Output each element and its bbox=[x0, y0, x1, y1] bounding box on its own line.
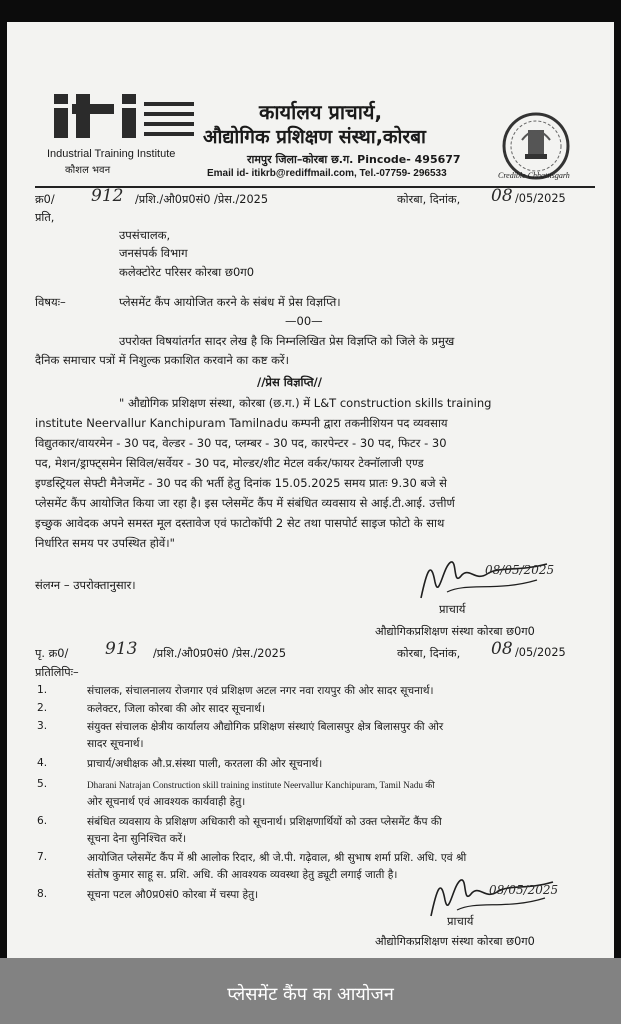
copy-item-number: 7. bbox=[37, 851, 48, 863]
institute-address: रामपुर जिला–कोरबा छ.ग. Pincode- 495677 bbox=[247, 153, 461, 166]
copy-item-number: 3. bbox=[37, 720, 48, 732]
subject-label: विषयः– bbox=[35, 295, 66, 309]
press-line: निर्धारित समय पर उपस्थित होवें।" bbox=[35, 536, 175, 550]
state-tagline: Credible Chhattisgarh bbox=[498, 171, 570, 180]
copy-item-text: संबंधित व्यवसाय के प्रशिक्षण अधिकारी को सूचनार्थ। प्रशिक्षणार्थियों को उक्त प्लेसमेंट कैंप की bbox=[87, 816, 442, 828]
copy-item-text: सूचना देना सुनिश्चित करें। bbox=[87, 833, 187, 845]
caption-text: प्लेसमेंट कैंप का आयोजन bbox=[227, 984, 394, 1005]
signatory-office: औद्योगिकप्रशिक्षण संस्था कोरबा छ0ग0 bbox=[375, 625, 535, 638]
institute-hindi-tagline: कौशल भवन bbox=[65, 165, 111, 176]
press-line: प्लेसमेंट कैंप आयोजित किया जा रहा है। इस प्लेसमेंट कैंप में संबंधित व्यवसाय से आई.टी.आई. उत्तीर्ण bbox=[35, 496, 455, 510]
copy-item-text: आयोजित प्लेसमेंट कैंप में श्री आलोक रिदार, श्री जे.पी. गढ़ेवाल, श्री सुभाष शर्मा प्रशि. अधि. एवं श्री bbox=[87, 852, 467, 864]
copy-item-text: ओर सूचनार्थ एवं आवश्यक कार्यवाही हेतु। bbox=[87, 796, 246, 808]
copy-item-number: 6. bbox=[37, 815, 48, 827]
office-title: कार्यालय प्राचार्य, bbox=[259, 100, 383, 124]
reference-suffix: /प्रशि./औ0प्र0सं0 /प्रेस./2025 bbox=[135, 193, 269, 206]
reference-number: 912 bbox=[91, 186, 124, 206]
institute-name: औद्योगिक प्रशिक्षण संस्था,कोरबा bbox=[203, 126, 426, 148]
iti-logo bbox=[52, 92, 202, 140]
copy-item-number: 2. bbox=[37, 702, 48, 714]
letter-page bbox=[7, 22, 614, 958]
signature-date: 08/05/2025 bbox=[485, 563, 555, 577]
recipient-line: कलेक्टोरेट परिसर कोरबा छ0ग0 bbox=[119, 265, 255, 279]
press-line: विद्युतकार/वायरमेन - 30 पद, वेल्डर - 30 पद, प्लम्बर - 30 पद, कारपेन्टर - 30 पद, फिटर - 30 bbox=[35, 436, 447, 450]
reference-prefix: क्र0/ bbox=[35, 193, 55, 206]
press-line: इण्डस्ट्रियल सेफ्टी मैनेजमेंट - 30 पद की भर्ती हेतु दिनांक 15.05.2025 समय प्रातः 9.30 बजे से bbox=[35, 476, 447, 490]
copy-item-text: कलेक्टर, जिला कोरबा की ओर सादर सूचनार्थ। bbox=[87, 703, 266, 715]
copy-item-text: सूचना पटल औ0प्र0सं0 कोरबा में चस्पा हेतु। bbox=[87, 889, 259, 901]
copy-reference-suffix: /प्रशि./औ0प्र0सं0 /प्रेस./2025 bbox=[153, 647, 287, 660]
copy-item-number: 8. bbox=[37, 888, 48, 900]
press-line: इच्छुक आवेदक अपने समस्त मूल दस्तावेज एवं फाटोकॉपी 2 सेट तथा पासपोर्ट साइज फोटो के साथ bbox=[35, 516, 445, 530]
copy-label: प्रतिलिपिः– bbox=[35, 666, 79, 679]
signatory-title: प्राचार्य bbox=[439, 602, 466, 616]
copy-signatory-office: औद्योगिकप्रशिक्षण संस्था कोरबा छ0ग0 bbox=[375, 935, 535, 948]
intro-line: उपरोक्त विषयांतर्गत सादर लेख है कि निम्नलिखित प्रेस विज्ञप्ति को जिले के प्रमुख bbox=[119, 334, 455, 348]
date-rest: /05/2025 bbox=[515, 192, 566, 205]
copy-date-label: कोरबा, दिनांक, bbox=[397, 647, 461, 660]
copy-item-text: संचालक, संचालनालय रोजगार एवं प्रशिक्षण अटल नगर नवा रायपुर की ओर सादर सूचनार्थ। bbox=[87, 685, 434, 697]
copy-date-rest: /05/2025 bbox=[515, 646, 566, 659]
copy-item-text: संयुक्त संचालक क्षेत्रीय कार्यालय औद्योगिक प्रशिक्षण संस्थाएं बिलासपुर क्षेत्र बिलासपुर की ओर bbox=[87, 721, 444, 733]
caption-banner bbox=[0, 958, 621, 1024]
enclosure-note: संलग्न – उपरोक्तानुसार। bbox=[35, 578, 136, 592]
press-line: " औद्योगिक प्रशिक्षण संस्था, कोरबा (छ.ग.) में L&T construction skills training bbox=[119, 396, 492, 410]
copy-item-number: 1. bbox=[37, 684, 48, 696]
copy-signatory-title: प्राचार्य bbox=[447, 914, 474, 928]
copy-item-number: 4. bbox=[37, 757, 48, 769]
copy-item-number: 5. bbox=[37, 778, 48, 790]
to-label: प्रति, bbox=[35, 211, 55, 224]
recipient-line: उपसंचालक, bbox=[119, 228, 171, 242]
copy-item-text: Dharani Natrajan Construction skill training institute Neervallur Kanchipuram, Tamil Nadu की bbox=[87, 780, 435, 790]
date-label: कोरबा, दिनांक, bbox=[397, 193, 461, 206]
press-line: पद, मेशन/ड्राफ्ट्समेन सिविल/सर्वेयर - 30 पद, मोल्डर/शीट मेटल वर्कर/फायर टेक्नॉलाजी एण्ड bbox=[35, 456, 424, 470]
copy-item-text: संतोष कुमार साहू स. प्रशि. अधि. की आवश्यक व्यवस्था हेतु ड्यूटी लगाई जाती है। bbox=[87, 869, 398, 881]
copy-item-text: प्राचार्य/अधीक्षक औ.प्र.संस्था पाली, करतला की ओर सूचनार्थ। bbox=[87, 758, 323, 770]
copy-date-day: 08 bbox=[491, 639, 513, 659]
copy-signature-date: 08/05/2025 bbox=[489, 883, 559, 897]
press-heading: //प्रेस विज्ञप्ति// bbox=[257, 375, 322, 389]
copy-item-text: सादर सूचनार्थ। bbox=[87, 738, 144, 750]
subject-text: प्लेसमेंट कैंप आयोजित करने के संबंध में प्रेस विज्ञप्ति। bbox=[119, 295, 341, 309]
copy-reference-prefix: पृ. क्र0/ bbox=[35, 647, 69, 660]
recipient-line: जनसंपर्क विभाग bbox=[119, 246, 188, 260]
press-line: institute Neervallur Kanchipuram Tamilnadu कम्पनी द्वारा तकनीशियन पद व्यवसाय bbox=[35, 416, 448, 430]
separator: —00— bbox=[285, 314, 323, 328]
copy-reference-number: 913 bbox=[105, 639, 138, 659]
intro-line: दैनिक समाचार पत्रों में निशुल्क प्रकाशित करवाने का कष्ट करें। bbox=[35, 353, 289, 367]
date-day: 08 bbox=[491, 186, 513, 206]
institute-english-name: Industrial Training Institute bbox=[47, 148, 176, 160]
institute-contact: Email id- itikrb@rediffmail.com, Tel.-07759- 296533 bbox=[207, 168, 447, 179]
signature bbox=[417, 552, 555, 604]
